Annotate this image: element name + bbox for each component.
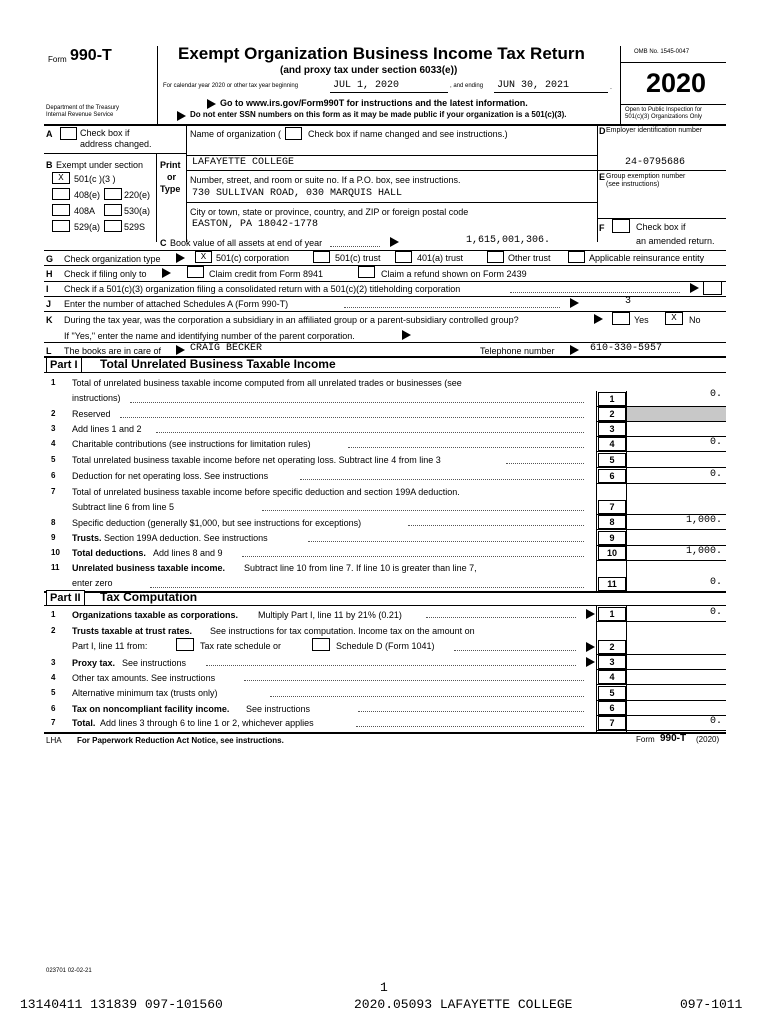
open-inspection-2: 501(c)(3) Organizations Only [625, 114, 703, 120]
org-type-arrow-icon [176, 253, 185, 263]
part2-line-number: 6 [51, 704, 56, 713]
print-label: Print [160, 160, 181, 170]
part1-line-number: 11 [51, 563, 60, 572]
529a-checkbox[interactable] [52, 220, 70, 232]
part1-line-number: 2 [51, 409, 56, 418]
paperwork-notice: For Paperwork Reduction Act Notice, see instructions. [77, 736, 284, 745]
address-changed-label-1: Check box if [80, 128, 130, 138]
address-changed-label-2: address changed. [80, 139, 152, 149]
name-changed-checkbox[interactable] [285, 127, 302, 140]
part1-line-amount[interactable]: 0. [709, 389, 722, 400]
page-number: 1 [380, 980, 388, 995]
label-j: J [46, 299, 52, 309]
schedules-a-label: Enter the number of attached Schedules A (Form 990-T) [64, 299, 289, 309]
consolidated-return-checkbox[interactable] [703, 281, 722, 295]
part1-line-amount[interactable]: 1,000. [685, 546, 722, 557]
claim-refund-checkbox[interactable] [358, 266, 375, 278]
part1-line-box: 2 [598, 407, 626, 421]
501c-label: 501(c )(3 ) [74, 174, 116, 184]
part2-line-box: 7 [598, 716, 626, 730]
open-inspection: Open to Public Inspection for [625, 107, 703, 113]
part1-line-box: 5 [598, 453, 626, 467]
footer-left-id: 13140411 131839 097-101560 [20, 997, 223, 1012]
lha-label: LHA [46, 736, 62, 745]
part1-line-box: 4 [598, 437, 626, 451]
529s-label: 529S [124, 222, 146, 232]
501c-corporation-checkbox[interactable]: X [195, 251, 212, 263]
dept-treasury: Department of the Treasury [46, 105, 120, 111]
subsidiary-yes-label: Yes [634, 315, 649, 325]
period: . [610, 84, 612, 91]
parent-corporation-label: If "Yes," enter the name and identifying number of the parent corporation. [64, 331, 355, 341]
part2-line-box: 4 [598, 670, 626, 684]
part2-line-text-cont: Part I, line 11 from: [72, 641, 148, 651]
408a-checkbox[interactable] [52, 204, 70, 216]
part1-line-text: Add lines 8 and 9 [153, 548, 223, 558]
telephone-arrow-icon [570, 345, 579, 355]
org-type-label: Check organization type [64, 254, 161, 264]
footer-right-id: 097-1011 [680, 997, 743, 1012]
address-changed-checkbox[interactable] [60, 127, 77, 140]
part2-line-number: 7 [51, 718, 56, 727]
type-label: Type [160, 184, 181, 194]
parent-corp-arrow-icon [402, 330, 411, 340]
part2-line-number: 1 [51, 610, 56, 619]
part2-line-bold-label: Proxy tax. [72, 658, 116, 668]
part1-line-text: Deduction for net operating loss. See instructions [72, 471, 269, 481]
part2-line-number: 3 [51, 658, 56, 667]
amended-return-label-2: an amended return. [636, 236, 715, 246]
group-exemption-label: Group exemption number [606, 173, 686, 180]
form-code: 023701 02-02-21 [46, 968, 92, 974]
part1-line-text: Charitable contributions (see instructions for limitation rules) [72, 439, 311, 449]
part1-title: Total Unrelated Business Taxable Income [100, 357, 336, 371]
part1-line-text: Specific deduction (generally $1,000, but see instructions for exceptions) [72, 518, 362, 528]
label-i: I [46, 284, 49, 294]
part1-line-text: Subtract line 10 from line 7. If line 10 is greater than line 7, [244, 563, 477, 573]
label-k: K [46, 315, 53, 325]
part2-line-amount[interactable]: 0. [709, 716, 722, 727]
part1-line-number: 4 [51, 439, 56, 448]
reinsurance-entity-label: Applicable reinsurance entity [589, 253, 705, 263]
or-label: or [167, 172, 176, 182]
part2-line-box: 3 [598, 655, 626, 669]
org-name: LAFAYETTE COLLEGE [192, 157, 295, 168]
line-arrow-icon [586, 642, 595, 652]
subsidiary-no-checkbox[interactable]: X [665, 312, 683, 325]
consolidated-arrow-icon [690, 283, 699, 293]
claim-credit-checkbox[interactable] [187, 266, 204, 278]
408e-checkbox[interactable] [52, 188, 70, 200]
408a-label: 408A [74, 206, 96, 216]
city-state-zip: EASTON, PA 18042-1778 [192, 219, 319, 230]
part1-line-number: 7 [51, 487, 56, 496]
part1-line-number: 3 [51, 424, 56, 433]
530a-label: 530(a) [124, 206, 151, 216]
part2-line-number: 5 [51, 688, 56, 697]
part1-line-bold-label: Trusts. [72, 533, 102, 543]
part1-line-box: 10 [598, 546, 626, 560]
footer-form-number: 990-T [660, 733, 687, 744]
form-word: Form [48, 55, 67, 64]
book-value-label: Book value of all assets at end of year [170, 238, 323, 248]
part2-line-text: Add lines 3 through 6 to line 1 or 2, whichever applies [100, 718, 314, 728]
part1-line-text: Total of unrelated business taxable income computed from all unrelated trades or businesses (see [72, 378, 462, 388]
501c-trust-checkbox[interactable] [313, 251, 330, 263]
part2-line-number: 2 [51, 626, 56, 635]
part1-line-number: 9 [51, 533, 56, 542]
other-trust-checkbox[interactable] [487, 251, 504, 263]
line-arrow-icon [586, 657, 595, 667]
book-value-arrow-icon [390, 237, 399, 247]
part1-line-text-cont: Subtract line 6 from line 5 [72, 502, 175, 512]
part1-line-bold-label: Unrelated business taxable income. [72, 563, 226, 573]
part1-line-text: Total unrelated business taxable income before net operating loss. Subtract line 4 from line 3 [72, 455, 441, 465]
street-label: Number, street, and room or suite no. If a P.O. box, see instructions. [190, 175, 461, 185]
part2-line-text: Alternative minimum tax (trusts only) [72, 688, 218, 698]
part1-line-number: 6 [51, 471, 56, 480]
part1-label: Part I [46, 357, 82, 373]
books-care-name: CRAIG BECKER [190, 343, 263, 354]
book-value: 1,615,001,306. [466, 235, 551, 246]
amended-return-checkbox[interactable] [612, 219, 630, 233]
part1-line-box: 7 [598, 500, 626, 514]
claim-refund-label: Claim a refund shown on Form 2439 [381, 269, 527, 279]
529a-label: 529(a) [74, 222, 101, 232]
irs-label: Internal Revenue Service [46, 112, 114, 118]
label-a: A [46, 129, 53, 139]
part1-line-number: 8 [51, 518, 56, 527]
part2-line-bold-label: Tax on noncompliant facility income. [72, 704, 230, 714]
label-g: G [46, 254, 54, 264]
city-label: City or town, state or province, country, and ZIP or foreign postal code [190, 207, 469, 217]
part1-line-amount[interactable]: 0. [709, 469, 722, 480]
501c-trust-label: 501(c) trust [335, 253, 381, 263]
part2-line-text: See instructions for tax computation. Income tax on the amount on [210, 626, 475, 636]
530a-checkbox[interactable] [104, 204, 122, 216]
part1-line-number: 5 [51, 455, 56, 464]
label-h: H [46, 269, 53, 279]
part2-line-box: 5 [598, 686, 626, 700]
label-l: L [46, 346, 52, 356]
408e-label: 408(e) [74, 190, 101, 200]
footer-form-year: (2020) [696, 735, 720, 744]
street-address: 730 SULLIVAN ROAD, 030 MARQUIS HALL [192, 188, 403, 199]
part2-line-text: See instructions [246, 704, 311, 714]
tax-year: 2020 [646, 68, 707, 98]
tax-rate-schedule-label: Tax rate schedule or [200, 641, 282, 651]
subsidiary-no-label: No [689, 315, 701, 325]
part1-line-bold-label: Total deductions. [72, 548, 146, 558]
goto-arrow-icon [207, 99, 216, 109]
220e-label: 220(e) [124, 190, 151, 200]
part2-line-bold-label: Total. [72, 718, 96, 728]
telephone-label: Telephone number [480, 346, 555, 356]
501c-checkbox[interactable]: X [52, 172, 70, 184]
part2-line-bold-label: Organizations taxable as corporations. [72, 610, 239, 620]
part1-line-box: 11 [598, 577, 626, 591]
part1-line-text: Add lines 1 and 2 [72, 424, 142, 434]
footer-form-word: Form [636, 735, 655, 744]
schedule-d-checkbox[interactable] [312, 638, 330, 651]
part2-line-box: 1 [598, 607, 626, 621]
books-care-label: The books are in care of [64, 346, 162, 356]
part1-line-box: 9 [598, 531, 626, 545]
part1-line-box: 8 [598, 515, 626, 529]
part2-line-text: Multiply Part I, line 11 by 21% (0.21) [258, 610, 402, 620]
part2-line-box: 6 [598, 701, 626, 715]
label-e: E [599, 172, 606, 182]
part1-line-number: 1 [51, 378, 56, 387]
529s-checkbox[interactable] [104, 220, 122, 232]
schedules-a-arrow-icon [570, 298, 579, 308]
and-ending-text: , and ending [450, 83, 484, 89]
part1-line-text-cont: instructions) [72, 393, 121, 403]
ein-label: Employer identification number [606, 127, 703, 134]
name-changed-label: Check box if name changed and see instructions.) [308, 129, 508, 139]
footer-center-id: 2020.05093 LAFAYETTE COLLEGE [354, 997, 573, 1012]
part2-label: Part II [46, 590, 85, 606]
part2-line-number: 4 [51, 673, 56, 682]
part1-line-box: 3 [598, 422, 626, 436]
part2-line-box: 2 [598, 640, 626, 654]
filing-only-label: Check if filing only to [64, 269, 147, 279]
part1-line-amount[interactable]: 0. [709, 437, 722, 448]
amended-return-label-1: Check box if [636, 222, 686, 232]
part2-line-bold-label: Trusts taxable at trust rates. [72, 626, 193, 636]
label-b: B [46, 160, 53, 170]
part1-line-box: 6 [598, 469, 626, 483]
part1-line-amount[interactable]: 1,000. [685, 515, 722, 526]
220e-checkbox[interactable] [104, 188, 122, 200]
part1-line-text: Total of unrelated business taxable income before specific deduction and section 199A deduction. [72, 487, 460, 497]
401a-trust-label: 401(a) trust [417, 253, 464, 263]
name-of-org-label: Name of organization ( [190, 129, 282, 139]
line-arrow-icon [586, 609, 595, 619]
ssn-warning: Do not enter SSN numbers on this form as it may be made public if your organization is a 501(c)(3). [190, 110, 567, 119]
part2-title: Tax Computation [100, 590, 198, 604]
label-d: D [599, 126, 606, 136]
ssn-arrow-icon [177, 111, 186, 121]
year-begin: JUL 1, 2020 [333, 80, 400, 91]
claim-credit-label: Claim credit from Form 8941 [209, 269, 324, 279]
schedule-d-label: Schedule D (Form 1041) [336, 641, 435, 651]
consolidated-return-label: Check if a 501(c)(3) organization filing a consolidated return with a 501(c)(2) titleholding corporation [64, 284, 461, 294]
part2-line-amount[interactable]: 0. [709, 607, 722, 618]
subsidiary-yes-checkbox[interactable] [612, 312, 630, 325]
filing-only-arrow-icon [162, 268, 171, 278]
part1-line-box: 1 [598, 392, 626, 406]
part2-line-text: Other tax amounts. See instructions [72, 673, 216, 683]
omb-number: OMB No. 1545-0047 [634, 49, 690, 55]
part1-line-text: Section 199A deduction. See instructions [104, 533, 268, 543]
schedules-a-count: 3 [625, 296, 632, 307]
ein-value: 24-0795686 [625, 157, 686, 168]
label-c: C [160, 238, 167, 248]
books-care-arrow-icon [176, 345, 185, 355]
tax-rate-schedule-checkbox[interactable] [176, 638, 194, 651]
form-subtitle: (and proxy tax under section 6033(e)) [280, 65, 458, 76]
401a-trust-checkbox[interactable] [395, 251, 412, 263]
label-f: F [599, 223, 605, 233]
form-title: Exempt Organization Business Income Tax Return [178, 44, 585, 63]
part1-line-amount[interactable]: 0. [709, 577, 722, 588]
group-exemption-sub: (see instructions) [606, 181, 660, 188]
year-end: JUN 30, 2021 [497, 80, 570, 91]
goto-text: Go to www.irs.gov/Form990T for instructions and the latest information. [220, 98, 528, 108]
part1-line-number: 10 [51, 548, 60, 557]
part2-line-text: See instructions [122, 658, 187, 668]
other-trust-label: Other trust [508, 253, 551, 263]
form-number: 990-T [70, 47, 112, 64]
part1-line-text: Reserved [72, 409, 111, 419]
telephone-number: 610-330-5957 [590, 343, 663, 354]
reinsurance-entity-checkbox[interactable] [568, 251, 585, 263]
subsidiary-arrow-icon [594, 314, 603, 324]
exempt-section-label: Exempt under section [56, 160, 144, 170]
subsidiary-question: During the tax year, was the corporation a subsidiary in an affiliated group or a parent-subsidiary controlled group? [64, 315, 519, 325]
501c-corporation-label: 501(c) corporation [216, 253, 290, 263]
part1-line-text-cont: enter zero [72, 578, 113, 588]
calendar-year-text: For calendar year 2020 or other tax year beginning [163, 83, 299, 89]
